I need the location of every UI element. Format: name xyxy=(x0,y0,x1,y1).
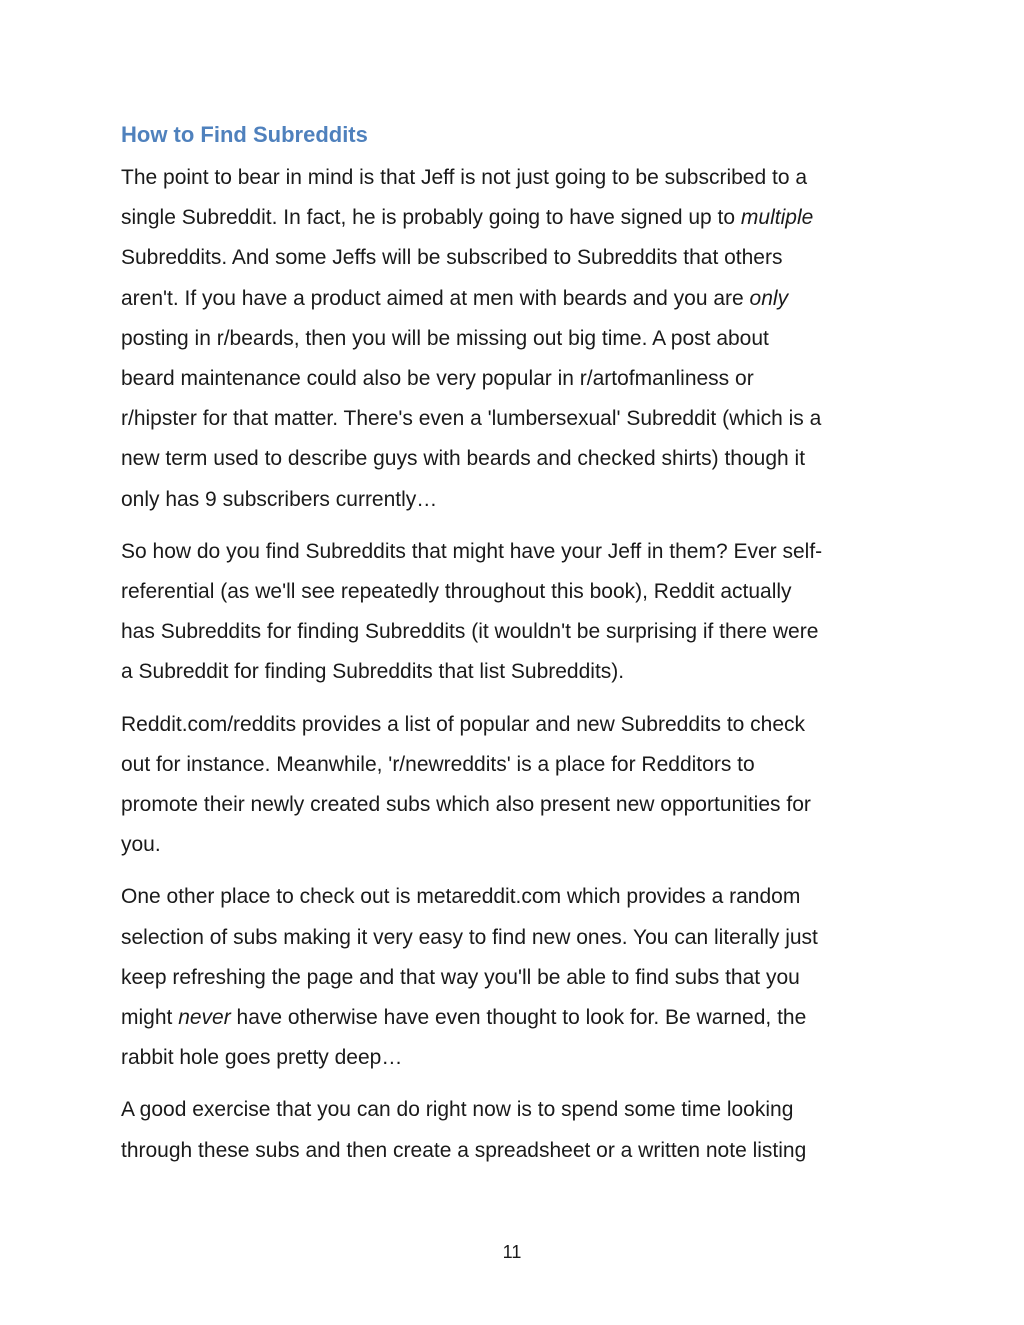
text-segment: only has 9 subscribers currently… xyxy=(121,487,438,511)
emphasis-text: only xyxy=(749,286,789,310)
text-segment: r/hipster for that matter. There's even a 'lumbersexual' Subreddit (which is a xyxy=(121,407,822,431)
text-line xyxy=(121,158,911,198)
page-content xyxy=(121,118,911,1183)
text-line xyxy=(121,532,911,572)
text-line xyxy=(121,705,911,745)
text-segment: referential (as we'll see repeatedly throughout this book), Reddit actually xyxy=(121,580,792,604)
paragraph xyxy=(121,532,911,693)
text-segment: aren't. If you have a product aimed at men with beards and you are xyxy=(121,286,750,310)
text-segment: a Subreddit for finding Subreddits that list Subreddits). xyxy=(121,660,625,684)
text-line xyxy=(121,359,911,399)
body-text xyxy=(121,158,911,1171)
text-line xyxy=(121,572,911,612)
section-heading: How to Find Subreddits xyxy=(121,122,368,147)
text-line xyxy=(121,745,911,785)
text-segment: So how do you find Subreddits that might have your Jeff in them? Ever self- xyxy=(121,539,823,563)
text-segment: single Subreddit. In fact, he is probably going to have signed up to xyxy=(121,206,741,230)
text-line xyxy=(121,399,911,439)
paragraph xyxy=(121,158,911,520)
text-line xyxy=(121,1038,911,1078)
text-line xyxy=(121,319,911,359)
text-segment: selection of subs making it very easy to find new ones. You can literally just xyxy=(121,925,818,949)
text-segment: you. xyxy=(121,833,161,857)
text-segment: rabbit hole goes pretty deep… xyxy=(121,1046,403,1070)
text-segment: out for instance. Meanwhile, 'r/newreddits' is a place for Redditors to xyxy=(121,752,755,776)
text-line xyxy=(121,480,911,520)
text-segment: have otherwise have even thought to look for. Be warned, the xyxy=(230,1006,807,1030)
paragraph xyxy=(121,1090,911,1170)
text-line xyxy=(121,279,911,319)
text-line xyxy=(121,918,911,958)
text-segment: posting in r/beards, then you will be missing out big time. A post about xyxy=(121,326,769,350)
text-segment: keep refreshing the page and that way you'll be able to find subs that you xyxy=(121,965,800,989)
text-line xyxy=(121,439,911,479)
emphasis-text: never xyxy=(178,1006,231,1030)
text-segment: Subreddits. And some Jeffs will be subscribed to Subreddits that others xyxy=(121,246,783,270)
text-segment: promote their newly created subs which also present new opportunities for xyxy=(121,793,811,817)
text-line xyxy=(121,1090,911,1130)
paragraph xyxy=(121,877,911,1078)
text-segment: has Subreddits for finding Subreddits (it wouldn't be surprising if there were xyxy=(121,620,819,644)
text-line xyxy=(121,652,911,692)
text-line xyxy=(121,785,911,825)
emphasis-text: multiple xyxy=(740,206,814,230)
text-segment: Reddit.com/reddits provides a list of popular and new Subreddits to check xyxy=(121,712,806,736)
text-line xyxy=(121,1131,911,1171)
text-line xyxy=(121,238,911,278)
text-segment: The point to bear in mind is that Jeff is not just going to be subscribed to a xyxy=(121,166,808,189)
text-line xyxy=(121,198,911,238)
paragraph xyxy=(121,705,911,866)
text-segment: might xyxy=(121,1006,179,1030)
page-number: 11 xyxy=(502,1242,522,1262)
text-line xyxy=(121,877,911,917)
text-line xyxy=(121,998,911,1038)
text-segment: A good exercise that you can do right now is to spend some time looking xyxy=(121,1098,794,1122)
text-segment: new term used to describe guys with beards and checked shirts) though it xyxy=(121,447,806,471)
text-segment: through these subs and then create a spreadsheet or a written note listing xyxy=(121,1138,807,1162)
text-line xyxy=(121,825,911,865)
text-segment: One other place to check out is metareddit.com which provides a random xyxy=(121,885,801,909)
text-line xyxy=(121,958,911,998)
text-segment: beard maintenance could also be very popular in r/artofmanliness or xyxy=(121,367,754,391)
text-line xyxy=(121,612,911,652)
